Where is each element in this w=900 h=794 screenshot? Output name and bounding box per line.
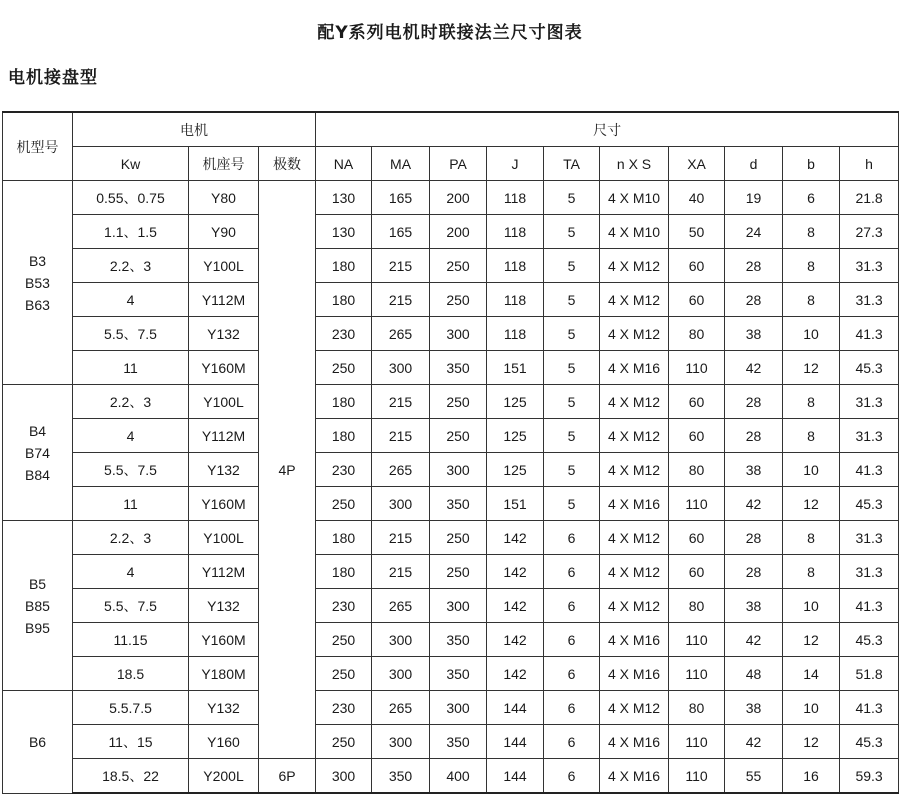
- cell-ta: 6: [544, 759, 600, 794]
- header-na: NA: [316, 147, 372, 181]
- cell-nxs: 4 X M12: [600, 589, 669, 623]
- cell-d: 48: [725, 657, 783, 691]
- cell-j: 125: [487, 419, 544, 453]
- cell-frame: Y132: [189, 691, 259, 725]
- cell-b: 8: [783, 249, 840, 283]
- cell-j: 142: [487, 521, 544, 555]
- table-row: [3, 419, 899, 453]
- cell-j: 125: [487, 453, 544, 487]
- cell-h: 27.3: [840, 215, 899, 249]
- cell-na: 180: [316, 283, 372, 317]
- cell-xa: 40: [669, 181, 725, 215]
- cell-d: 19: [725, 181, 783, 215]
- cell-d: 42: [725, 487, 783, 521]
- cell-d: 28: [725, 249, 783, 283]
- model-label: B95: [25, 619, 50, 636]
- cell-na: 180: [316, 521, 372, 555]
- cell-j: 118: [487, 283, 544, 317]
- table-row: [3, 181, 899, 215]
- cell-pa: 300: [430, 691, 487, 725]
- cell-b: 8: [783, 521, 840, 555]
- cell-j: 151: [487, 351, 544, 385]
- cell-d: 42: [725, 725, 783, 759]
- cell-ta: 5: [544, 181, 600, 215]
- header-kw: Kw: [73, 147, 189, 181]
- cell-pa: 350: [430, 351, 487, 385]
- cell-h: 59.3: [840, 759, 899, 794]
- cell-nxs: 4 X M12: [600, 385, 669, 419]
- cell-d: 38: [725, 317, 783, 351]
- model-label: B63: [25, 296, 50, 313]
- model-label: B3: [28, 252, 47, 269]
- cell-ta: 6: [544, 691, 600, 725]
- cell-na: 230: [316, 317, 372, 351]
- cell-xa: 110: [669, 487, 725, 521]
- cell-pa: 250: [430, 555, 487, 589]
- cell-j: 142: [487, 555, 544, 589]
- cell-h: 31.3: [840, 521, 899, 555]
- table-row: [3, 691, 899, 725]
- cell-xa: 60: [669, 521, 725, 555]
- cell-xa: 80: [669, 317, 725, 351]
- cell-xa: 110: [669, 623, 725, 657]
- cell-frame: Y132: [189, 317, 259, 351]
- table-row: [3, 623, 899, 657]
- header-ta: TA: [544, 147, 600, 181]
- cell-xa: 80: [669, 453, 725, 487]
- cell-xa: 60: [669, 419, 725, 453]
- cell-ta: 6: [544, 623, 600, 657]
- header-b: b: [783, 147, 840, 181]
- cell-j: 118: [487, 317, 544, 351]
- table-row: [3, 351, 899, 385]
- cell-d: 24: [725, 215, 783, 249]
- cell-na: 250: [316, 725, 372, 759]
- cell-j: 142: [487, 589, 544, 623]
- model-label: B4: [28, 422, 47, 439]
- table-row: [3, 215, 899, 249]
- section-title: 电机接盘型: [8, 68, 98, 88]
- cell-kw: 11.15: [73, 623, 189, 657]
- cell-frame: Y160M: [189, 623, 259, 657]
- model-label: B53: [25, 274, 50, 291]
- cell-xa: 80: [669, 589, 725, 623]
- cell-h: 41.3: [840, 589, 899, 623]
- table-row: [3, 521, 899, 555]
- cell-d: 28: [725, 521, 783, 555]
- cell-pa: 200: [430, 215, 487, 249]
- cell-nxs: 4 X M16: [600, 725, 669, 759]
- cell-j: 118: [487, 215, 544, 249]
- cell-frame: Y100L: [189, 385, 259, 419]
- cell-pa: 250: [430, 385, 487, 419]
- cell-kw: 2.2、3: [73, 385, 189, 419]
- cell-ta: 5: [544, 317, 600, 351]
- cell-frame: Y132: [189, 589, 259, 623]
- cell-h: 31.3: [840, 419, 899, 453]
- cell-pa: 350: [430, 623, 487, 657]
- flange-dimension-table: [2, 111, 899, 794]
- model-cell: [3, 385, 73, 521]
- cell-ma: 300: [372, 657, 430, 691]
- table-row: [3, 657, 899, 691]
- cell-frame: Y132: [189, 453, 259, 487]
- cell-d: 28: [725, 419, 783, 453]
- cell-frame: Y100L: [189, 249, 259, 283]
- cell-na: 230: [316, 589, 372, 623]
- cell-pa: 350: [430, 725, 487, 759]
- cell-h: 41.3: [840, 453, 899, 487]
- cell-frame: Y112M: [189, 283, 259, 317]
- cell-nxs: 4 X M12: [600, 283, 669, 317]
- cell-ma: 215: [372, 249, 430, 283]
- cell-b: 8: [783, 555, 840, 589]
- table-row: [3, 487, 899, 521]
- page-title: 配Y系列电机时联接法兰尺寸图表: [317, 23, 583, 43]
- cell-b: 10: [783, 453, 840, 487]
- cell-b: 16: [783, 759, 840, 794]
- cell-pa: 300: [430, 453, 487, 487]
- cell-j: 125: [487, 385, 544, 419]
- cell-j: 151: [487, 487, 544, 521]
- cell-j: 118: [487, 181, 544, 215]
- cell-ma: 215: [372, 385, 430, 419]
- cell-d: 42: [725, 351, 783, 385]
- poles-cell: 6P: [259, 759, 316, 794]
- cell-d: 38: [725, 691, 783, 725]
- cell-nxs: 4 X M12: [600, 521, 669, 555]
- cell-frame: Y160M: [189, 351, 259, 385]
- cell-kw: 2.2、3: [73, 521, 189, 555]
- cell-h: 31.3: [840, 249, 899, 283]
- cell-j: 144: [487, 691, 544, 725]
- header-frame: 机座号: [189, 147, 259, 181]
- cell-ma: 300: [372, 725, 430, 759]
- cell-nxs: 4 X M12: [600, 453, 669, 487]
- cell-ta: 6: [544, 725, 600, 759]
- cell-b: 12: [783, 623, 840, 657]
- cell-xa: 60: [669, 555, 725, 589]
- cell-h: 21.8: [840, 181, 899, 215]
- header-model: 机型号: [3, 112, 73, 181]
- cell-xa: 60: [669, 385, 725, 419]
- cell-nxs: 4 X M16: [600, 487, 669, 521]
- cell-j: 144: [487, 725, 544, 759]
- cell-d: 38: [725, 589, 783, 623]
- cell-kw: 11: [73, 351, 189, 385]
- cell-na: 130: [316, 181, 372, 215]
- table-row: [3, 385, 899, 419]
- cell-b: 8: [783, 385, 840, 419]
- cell-ma: 215: [372, 283, 430, 317]
- cell-h: 51.8: [840, 657, 899, 691]
- cell-nxs: 4 X M12: [600, 555, 669, 589]
- cell-pa: 400: [430, 759, 487, 794]
- cell-xa: 110: [669, 351, 725, 385]
- cell-kw: 2.2、3: [73, 249, 189, 283]
- cell-j: 144: [487, 759, 544, 794]
- cell-kw: 18.5、22: [73, 759, 189, 794]
- header-h: h: [840, 147, 899, 181]
- cell-ma: 215: [372, 521, 430, 555]
- table-row: [3, 725, 899, 759]
- cell-na: 130: [316, 215, 372, 249]
- model-label: B5: [28, 575, 47, 592]
- cell-pa: 250: [430, 419, 487, 453]
- cell-frame: Y180M: [189, 657, 259, 691]
- cell-pa: 250: [430, 249, 487, 283]
- cell-kw: 18.5: [73, 657, 189, 691]
- cell-b: 10: [783, 317, 840, 351]
- cell-h: 41.3: [840, 691, 899, 725]
- cell-b: 8: [783, 215, 840, 249]
- cell-b: 8: [783, 283, 840, 317]
- cell-kw: 5.5、7.5: [73, 453, 189, 487]
- cell-na: 250: [316, 657, 372, 691]
- header-nxs: n X S: [600, 147, 669, 181]
- cell-na: 250: [316, 623, 372, 657]
- cell-ta: 6: [544, 657, 600, 691]
- cell-ma: 265: [372, 691, 430, 725]
- table-row: [3, 759, 899, 794]
- cell-na: 230: [316, 453, 372, 487]
- cell-xa: 110: [669, 657, 725, 691]
- cell-nxs: 4 X M16: [600, 351, 669, 385]
- cell-na: 250: [316, 487, 372, 521]
- cell-h: 31.3: [840, 385, 899, 419]
- cell-xa: 110: [669, 759, 725, 794]
- header-pa: PA: [430, 147, 487, 181]
- cell-d: 55: [725, 759, 783, 794]
- cell-b: 6: [783, 181, 840, 215]
- cell-d: 42: [725, 623, 783, 657]
- model-label: B6: [28, 733, 47, 750]
- cell-ta: 5: [544, 249, 600, 283]
- table-row: [3, 283, 899, 317]
- cell-kw: 5.5.7.5: [73, 691, 189, 725]
- table-row: [3, 555, 899, 589]
- cell-ma: 265: [372, 453, 430, 487]
- header-j: J: [487, 147, 544, 181]
- cell-na: 300: [316, 759, 372, 794]
- cell-ta: 5: [544, 419, 600, 453]
- model-cell: [3, 181, 73, 385]
- cell-ta: 5: [544, 385, 600, 419]
- cell-pa: 300: [430, 589, 487, 623]
- cell-na: 250: [316, 351, 372, 385]
- cell-frame: Y112M: [189, 419, 259, 453]
- cell-b: 10: [783, 691, 840, 725]
- cell-b: 8: [783, 419, 840, 453]
- model-cell: [3, 521, 73, 691]
- cell-j: 142: [487, 623, 544, 657]
- cell-ta: 5: [544, 215, 600, 249]
- cell-pa: 350: [430, 657, 487, 691]
- header-xa: XA: [669, 147, 725, 181]
- cell-frame: Y160: [189, 725, 259, 759]
- cell-ma: 215: [372, 419, 430, 453]
- cell-kw: 0.55、0.75: [73, 181, 189, 215]
- cell-na: 180: [316, 249, 372, 283]
- cell-nxs: 4 X M16: [600, 759, 669, 794]
- cell-pa: 350: [430, 487, 487, 521]
- cell-na: 180: [316, 419, 372, 453]
- cell-ta: 6: [544, 589, 600, 623]
- cell-frame: Y200L: [189, 759, 259, 794]
- cell-ma: 265: [372, 317, 430, 351]
- table-row: [3, 589, 899, 623]
- cell-ta: 5: [544, 351, 600, 385]
- cell-pa: 200: [430, 181, 487, 215]
- cell-b: 12: [783, 725, 840, 759]
- cell-nxs: 4 X M16: [600, 657, 669, 691]
- cell-frame: Y160M: [189, 487, 259, 521]
- cell-pa: 250: [430, 283, 487, 317]
- cell-kw: 5.5、7.5: [73, 589, 189, 623]
- cell-pa: 250: [430, 521, 487, 555]
- header-ma: MA: [372, 147, 430, 181]
- cell-ma: 300: [372, 487, 430, 521]
- cell-b: 14: [783, 657, 840, 691]
- model-label: B85: [25, 597, 50, 614]
- cell-d: 28: [725, 555, 783, 589]
- cell-ma: 265: [372, 589, 430, 623]
- cell-frame: Y100L: [189, 521, 259, 555]
- cell-kw: 4: [73, 419, 189, 453]
- cell-xa: 80: [669, 691, 725, 725]
- cell-h: 45.3: [840, 623, 899, 657]
- model-label: B84: [25, 466, 50, 483]
- cell-ta: 6: [544, 521, 600, 555]
- header-size-group: 尺寸: [316, 112, 899, 147]
- poles-cell: 4P: [259, 181, 316, 759]
- cell-h: 45.3: [840, 351, 899, 385]
- cell-b: 12: [783, 487, 840, 521]
- cell-ta: 5: [544, 283, 600, 317]
- table-row: [3, 317, 899, 351]
- cell-nxs: 4 X M12: [600, 419, 669, 453]
- cell-j: 118: [487, 249, 544, 283]
- cell-pa: 300: [430, 317, 487, 351]
- cell-xa: 60: [669, 249, 725, 283]
- cell-frame: Y80: [189, 181, 259, 215]
- cell-kw: 11、15: [73, 725, 189, 759]
- model-label: B74: [25, 444, 50, 461]
- cell-kw: 1.1、1.5: [73, 215, 189, 249]
- header-motor-group: 电机: [73, 112, 316, 147]
- cell-na: 180: [316, 555, 372, 589]
- cell-ta: 5: [544, 487, 600, 521]
- cell-frame: Y90: [189, 215, 259, 249]
- cell-na: 230: [316, 691, 372, 725]
- cell-ma: 215: [372, 555, 430, 589]
- cell-h: 31.3: [840, 283, 899, 317]
- cell-kw: 11: [73, 487, 189, 521]
- cell-frame: Y112M: [189, 555, 259, 589]
- cell-nxs: 4 X M10: [600, 215, 669, 249]
- cell-ma: 165: [372, 215, 430, 249]
- cell-nxs: 4 X M10: [600, 181, 669, 215]
- cell-xa: 110: [669, 725, 725, 759]
- cell-d: 28: [725, 283, 783, 317]
- cell-j: 142: [487, 657, 544, 691]
- cell-xa: 60: [669, 283, 725, 317]
- cell-nxs: 4 X M12: [600, 317, 669, 351]
- cell-d: 28: [725, 385, 783, 419]
- model-cell: [3, 691, 73, 794]
- cell-nxs: 4 X M16: [600, 623, 669, 657]
- cell-d: 38: [725, 453, 783, 487]
- cell-ta: 5: [544, 453, 600, 487]
- cell-xa: 50: [669, 215, 725, 249]
- cell-b: 10: [783, 589, 840, 623]
- cell-b: 12: [783, 351, 840, 385]
- cell-ma: 350: [372, 759, 430, 794]
- table-row: [3, 249, 899, 283]
- cell-h: 31.3: [840, 555, 899, 589]
- cell-ma: 165: [372, 181, 430, 215]
- header-d: d: [725, 147, 783, 181]
- cell-ma: 300: [372, 623, 430, 657]
- cell-kw: 5.5、7.5: [73, 317, 189, 351]
- cell-nxs: 4 X M12: [600, 249, 669, 283]
- cell-kw: 4: [73, 555, 189, 589]
- cell-na: 180: [316, 385, 372, 419]
- cell-h: 45.3: [840, 725, 899, 759]
- cell-ta: 6: [544, 555, 600, 589]
- cell-kw: 4: [73, 283, 189, 317]
- header-poles: 极数: [259, 147, 316, 181]
- cell-h: 45.3: [840, 487, 899, 521]
- cell-nxs: 4 X M12: [600, 691, 669, 725]
- table-row: [3, 453, 899, 487]
- cell-ma: 300: [372, 351, 430, 385]
- cell-h: 41.3: [840, 317, 899, 351]
